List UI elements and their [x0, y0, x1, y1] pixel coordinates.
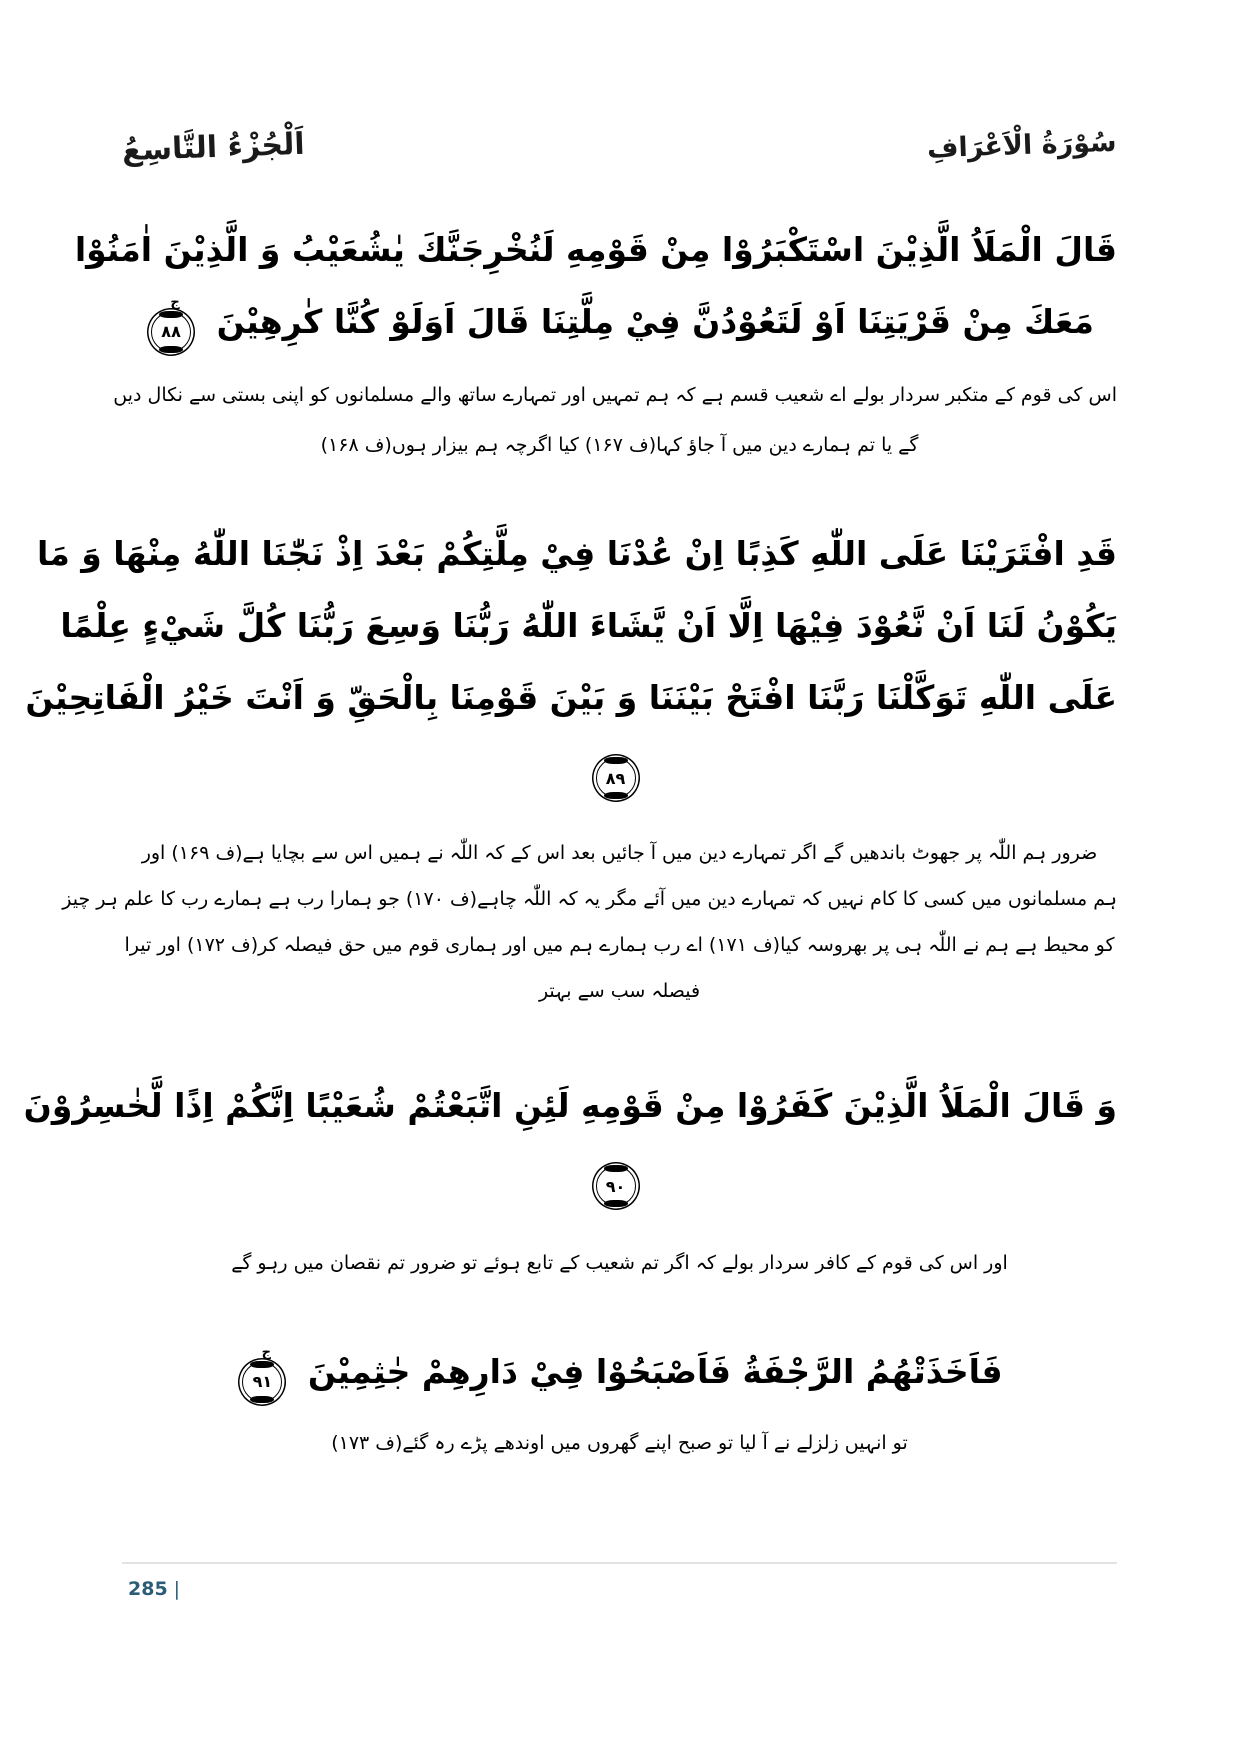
verse-89-marker-row [122, 758, 1117, 806]
verse-88-arabic [74, 214, 1117, 358]
ruku-mark: ج [170, 294, 180, 310]
verse-88-end-marker [145, 296, 205, 352]
page-number-separator: | [173, 1578, 181, 1600]
verse-91-arabic [122, 1336, 1117, 1408]
arabic-line: عَلَى اللّٰهِ تَوَكَّلْنَا رَبَّنَا افْتَحْ بَيْنَنَا وَ بَيْنَ قَوْمِنَا بِالْحَقِّ وَ اَنْتَ خَيْرُ الْفَاتِحِيْنَ [25, 678, 1117, 717]
urdu-line: تو انہیں زلزلے نے آ لیا تو صبح اپنے گھروں میں اوندھے پڑے رہ گئے(ف ۱۷۳) [331, 1432, 908, 1454]
verse-91-end-marker [236, 1346, 296, 1402]
urdu-line: کو محیط ہے ہم نے اللّٰہ ہی پر بھروسہ کیا(ف ۱۷۱) اے رب ہمارے ہم میں اور ہماری قوم میں حق فیصلہ کر(ف ۱۷۲) اور تیرا [124, 934, 1115, 956]
page-header [121, 126, 1118, 212]
page-number [128, 1578, 180, 1600]
footer-divider-rule [122, 1562, 1117, 1564]
verse-number-medallion: ۸۸ [151, 312, 191, 352]
arabic-line [122, 286, 1117, 358]
arabic-line: وَ قَالَ الْمَلَاُ الَّذِيْنَ كَفَرُوْا مِنْ قَوْمِهِ لَئِنِ اتَّبَعْتُمْ شُعَيْبًا اِنَّكُمْ اِذًا لَّخٰسِرُوْنَ [23, 1086, 1117, 1125]
verse-89-urdu-translation [62, 830, 1117, 1014]
verse-88-urdu-translation [113, 370, 1117, 470]
verse-90-marker-row [122, 1166, 1117, 1214]
urdu-line: اس کی قوم کے متکبر سردار بولے اے شعیب قسم ہے کہ ہم تمہیں اور تمہارے ساتھ والے مسلمانوں کو اپنی بستی سے نکال دیں [113, 384, 1117, 406]
urdu-line: گے یا تم ہمارے دین میں آ جاؤ کہا(ف ۱۶۷) کیا اگرچہ ہم بیزار ہوں(ف ۱۶۸) [320, 434, 919, 456]
arabic-line [122, 1336, 1117, 1408]
arabic-line: قَدِ افْتَرَيْنَا عَلَى اللّٰهِ كَذِبًا اِنْ عُدْنَا فِيْ مِلَّتِكُمْ بَعْدَ اِذْ نَجّٰنَا اللّٰهُ مِنْهَا وَ مَا [36, 534, 1117, 573]
urdu-line: ہم مسلمانوں میں کسی کا کام نہیں کہ تمہارے دین میں آئے مگر یہ کہ اللّٰہ چاہے(ف ۱۷۰) جو ہمارا رب ہے ہمارے رب کا علم ہر چیز [62, 888, 1117, 910]
verse-number-medallion: ۸۹ [596, 758, 636, 798]
page-number-value: 285 [128, 1578, 168, 1600]
verse-number-medallion: ۹۰ [596, 1166, 636, 1206]
verse-91-urdu-translation [122, 1418, 1117, 1468]
ruku-mark: ج [261, 1344, 272, 1360]
verse-number-medallion: ۹۱ [242, 1362, 282, 1402]
urdu-line: ضرور ہم اللّٰہ پر جھوٹ باندھیں گے اگر تمہارے دین میں آ جائیں بعد اس کے کہ اللّٰہ نے ہمیں اس سے بچایا ہے(ف ۱۶۹) اور [141, 842, 1098, 864]
urdu-line: اور اس کی قوم کے کافر سردار بولے کہ اگر تم شعیب کے تابع ہوئے تو ضرور تم نقصان میں رہو گے [231, 1252, 1008, 1274]
surah-title-calligraphy: سُوْرَةُ الْاَعْرَافِ [926, 126, 1118, 165]
verse-90-arabic [23, 1070, 1117, 1142]
arabic-line: يَكُوْنُ لَنَا اَنْ نَّعُوْدَ فِيْهَا اِلَّا اَنْ يَّشَاءَ اللّٰهُ رَبُّنَا وَسِعَ رَبُّنَا كُلَّ شَيْءٍ عِلْمًا [60, 606, 1117, 645]
verse-90-urdu-translation [122, 1238, 1117, 1288]
urdu-line: فیصلہ سب سے بہتر [538, 980, 701, 1002]
arabic-line: قَالَ الْمَلَاُ الَّذِيْنَ اسْتَكْبَرُوْا مِنْ قَوْمِهِ لَنُخْرِجَنَّكَ يٰشُعَيْبُ وَ الَّذِيْنَ اٰمَنُوْا [74, 230, 1117, 269]
arabic-line-text: فَاَخَذَتْهُمُ الرَّجْفَةُ فَاَصْبَحُوْا فِيْ دَارِهِمْ جٰثِمِيْنَ [307, 1352, 1003, 1391]
arabic-line-text: مَعَكَ مِنْ قَرْيَتِنَا اَوْ لَتَعُوْدُنَّ فِيْ مِلَّتِنَا قَالَ اَوَلَوْ كُنَّا كٰرِهِيْنَ [216, 302, 1094, 341]
juz-title-calligraphy: اَلْجُزْءُ التَّاسِعُ [121, 126, 306, 169]
verse-89-arabic [25, 518, 1117, 734]
